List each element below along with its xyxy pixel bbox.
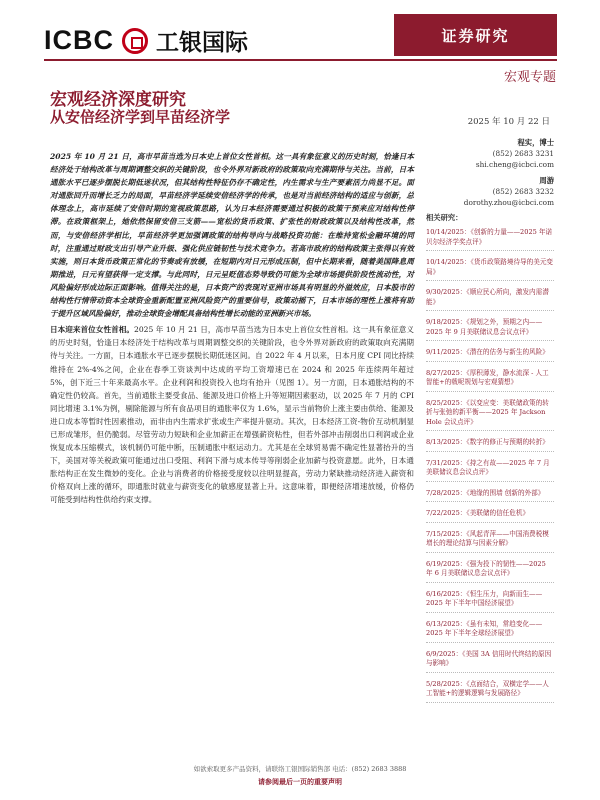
related-research-item[interactable]: 6/16/2025：《恒生压力，向新而生——2025 年下半年中国经济展望》 bbox=[426, 588, 554, 613]
footer-disclaimer-link[interactable]: 请参阅最后一页的重要声明 bbox=[258, 777, 342, 786]
analyst-email[interactable]: shi.cheng@icbci.com bbox=[475, 160, 554, 169]
related-research-item[interactable]: 5/28/2025：《点面结合，双横定学——人工智能+的逻辑逻辑与发展路径》 bbox=[426, 678, 554, 703]
related-research-item[interactable]: 8/25/2025：《以变应变：美联储政策的转折与张弛的新平衡——2025 年 Jackson Hole 会议点评》 bbox=[426, 397, 554, 432]
analyst-name: 程实，博士 bbox=[517, 138, 554, 147]
related-research-item[interactable]: 8/27/2025：《厚积薄发，静水流深 - 人工智能+的戟呢规划与宏观猜想》 bbox=[426, 367, 554, 392]
related-research-item[interactable]: 9/11/2025：《潜在的估务与新生的风险》 bbox=[426, 346, 554, 362]
logo-text-en: ICBC bbox=[44, 25, 114, 55]
analyst-phone: (852) 2683 3231 bbox=[492, 149, 554, 158]
report-topic: 宏观专题 bbox=[503, 70, 556, 85]
related-research-item[interactable]: 8/13/2025：《数字的修正与预期的转折》 bbox=[426, 436, 554, 452]
analyst-phone: (852) 2683 3232 bbox=[492, 187, 554, 196]
related-research-item[interactable]: 7/15/2025：《风起青萍——中国消费税模增长的理论结算与因素分解》 bbox=[426, 528, 554, 553]
related-research-heading: 相关研究： bbox=[426, 213, 463, 222]
body-lead: 日本迎来首位女性首相。 bbox=[50, 325, 135, 335]
header-divider bbox=[44, 59, 557, 61]
related-research-item[interactable]: 9/18/2025：《规划之外，预期之内——2025 年 9 月美联储议息会议点评》 bbox=[426, 316, 554, 341]
report-title: 宏观经济深度研究 bbox=[50, 90, 186, 110]
related-research-item[interactable]: 10/14/2025：《货币政策路境待导的美元变局》 bbox=[426, 256, 554, 281]
footer-contact: 如欲索取更多产品资料，请联络工银国际销售部 电话：(852) 2683 3888 bbox=[193, 765, 407, 773]
report-date: 2025 年 10 月 22 日 bbox=[467, 117, 550, 127]
related-research-item[interactable]: 7/28/2025：《地缘的围墙 创新的外部》 bbox=[426, 487, 554, 503]
icbc-seal-icon bbox=[122, 28, 148, 54]
related-research-item[interactable]: 7/22/2025：《美联储的信任危机》 bbox=[426, 507, 554, 523]
analyst-name: 周游 bbox=[539, 176, 554, 185]
body-text: 2025 年 10 月 21 日，高市早苗当选为日本史上首位女性首相。这一具有象征意义的历史时刻，恰逢日本经济处于结构改革与周期调整交织的关键阶段，也令外界对新政府的政策取向充满期待与关注。一方面，日本通胀水平已逐步摆脱长期低迷区间。自 2022 年 4 月以来，日本月度 CPI 同比持续维持在 2%-4%之间，企业在春季工资谈判中达成的平均工资增速已在 2024 和 2025 年连续两年超过 5%，创下近三十年来最高水平。企业利润和投资投入也均有抬升（见图 1）。另一方面，日本通胀结构的不确定性仍较高。首先，当前通胀主要受食品、能源及进口价格上升等短期因素驱动，以 2025 年 7 月的 CPI 同比增速 3.1%为例，剔除能源与所有食品项目的通胀率仅为 1.6%，显示当前物价上涨主要由供给、能源及进口成本等暂时性因素推动，而非由内生需求扩张或生产率提升驱动。其次，日本经济工资-物价互动机制显已形成雏形，但仍脆弱。尽管劳动力短缺和企业加薪正在增强薪资粘性，但若外部冲击削弱出口利润或企业恢复成本压缩模式，该机制仍可能中断，压制通胀中枢运动力。尤其是在全球贸易需不确定性显著抬升的当下，美国对等关税政策可能通过出口受阻、利润下滑与成本传导等削弱企业加薪与投资意愿。此外，日本通胀结构正在发生微妙的变化。企业与消费者的价格接受度较以往明显提高，劳动力紧缺推动经济进入薪资和价格双向上涨的循环，即通胀时就业与薪资变化的敏感度显著上升。这意味着，即便经济增速放缓，价格仍可能受到结构性供给约束支撑。 bbox=[50, 325, 415, 505]
analyst-card bbox=[426, 175, 554, 208]
related-research-item[interactable]: 6/9/2025：《美国 3A 信用时代终结的原因与影响》 bbox=[426, 648, 554, 673]
analyst-email[interactable]: dorothy.zhou@icbci.com bbox=[463, 198, 554, 207]
main-column bbox=[50, 150, 414, 507]
related-research-item[interactable]: 6/19/2025：《强为投下的韧性——2025 年 6 月美联储议息会议点评》 bbox=[426, 558, 554, 583]
related-research-item[interactable]: 10/14/2025：《创新的力量——2025 年诺贝尔经济学奖点评》 bbox=[426, 226, 554, 251]
related-research-item[interactable]: 7/31/2025：《持之有故——2025 年 7 月美联储议息会议点评》 bbox=[426, 457, 554, 482]
analyst-card bbox=[426, 137, 554, 170]
related-research-item[interactable]: 6/13/2025：《虽有未知，常趋变化——2025 年下半年全球经济展望》 bbox=[426, 618, 554, 643]
report-category-banner: 证券研究 bbox=[394, 14, 557, 56]
logo-text-cn: 工银国际 bbox=[156, 30, 248, 56]
sidebar bbox=[426, 137, 554, 708]
body-paragraph bbox=[50, 323, 414, 506]
related-research-item[interactable]: 9/30/2025：《顺应民心所向，激发内需潜能》 bbox=[426, 286, 554, 311]
logo bbox=[44, 24, 248, 57]
abstract-paragraph: 2025 年 10 月 21 日，高市早苗当选为日本史上首位女性首相。这一具有象征意义的历史时刻，恰逢日本经济处于结构改革与周期调整交织的关键阶段，也令外界对新政府的政策取向充满期待与关注。当前，日本通胀水平已逐步摆脱长期低迷状况，但其结构性特征仍存不确定性，内生需求与生产要素活力尚显不足。面对通胀回升而增长乏力的局面，早苗经济学延续安倍经济学的传承，也是对当前经济结构的适应与创新，总体理念上，高市延续了安倍时期的宽视政策思路，认为日本经济需要通过积极的政策干预来应对结构性停滞。在政策框架上，她依然保留安倍三支箭——宽松的货币政策、扩张性的财政政策以及结构性改革，然而，与安倍经济学相比，早苗经济学更加强调政策的结构导向与战略投资功能：在维持宽松金融环境的同时，注重通过财政支出引导产业升级、强化供应链韧性与技术竞争力。若高市政府的结构政策主张得以有效实施，则日本货币政策正常化的节奏或有放缓，在短期内对日元形成压制，但中长期来看，随着美国降息周期推进，日元有望获得一定支撑。与此同时，日元呈贬值态势导致仍可能为全球市场提供阶段性流动性，对风险偏好形成边际正面影响。值得关注的是，日本资产的表现对亚洲市场具有明显的外溢效应，日本股市的结构性行情带动资本全球资金重新配置亚洲风险资产的重要信号，政策动摇下，日本市场的理性上涨将有助于提升区域风险偏好，推动全球资金增配具备结构性增长动能的亚洲新兴市场。 bbox=[50, 152, 414, 319]
report-subtitle: 从安倍经济学到早苗经济学 bbox=[50, 108, 231, 126]
